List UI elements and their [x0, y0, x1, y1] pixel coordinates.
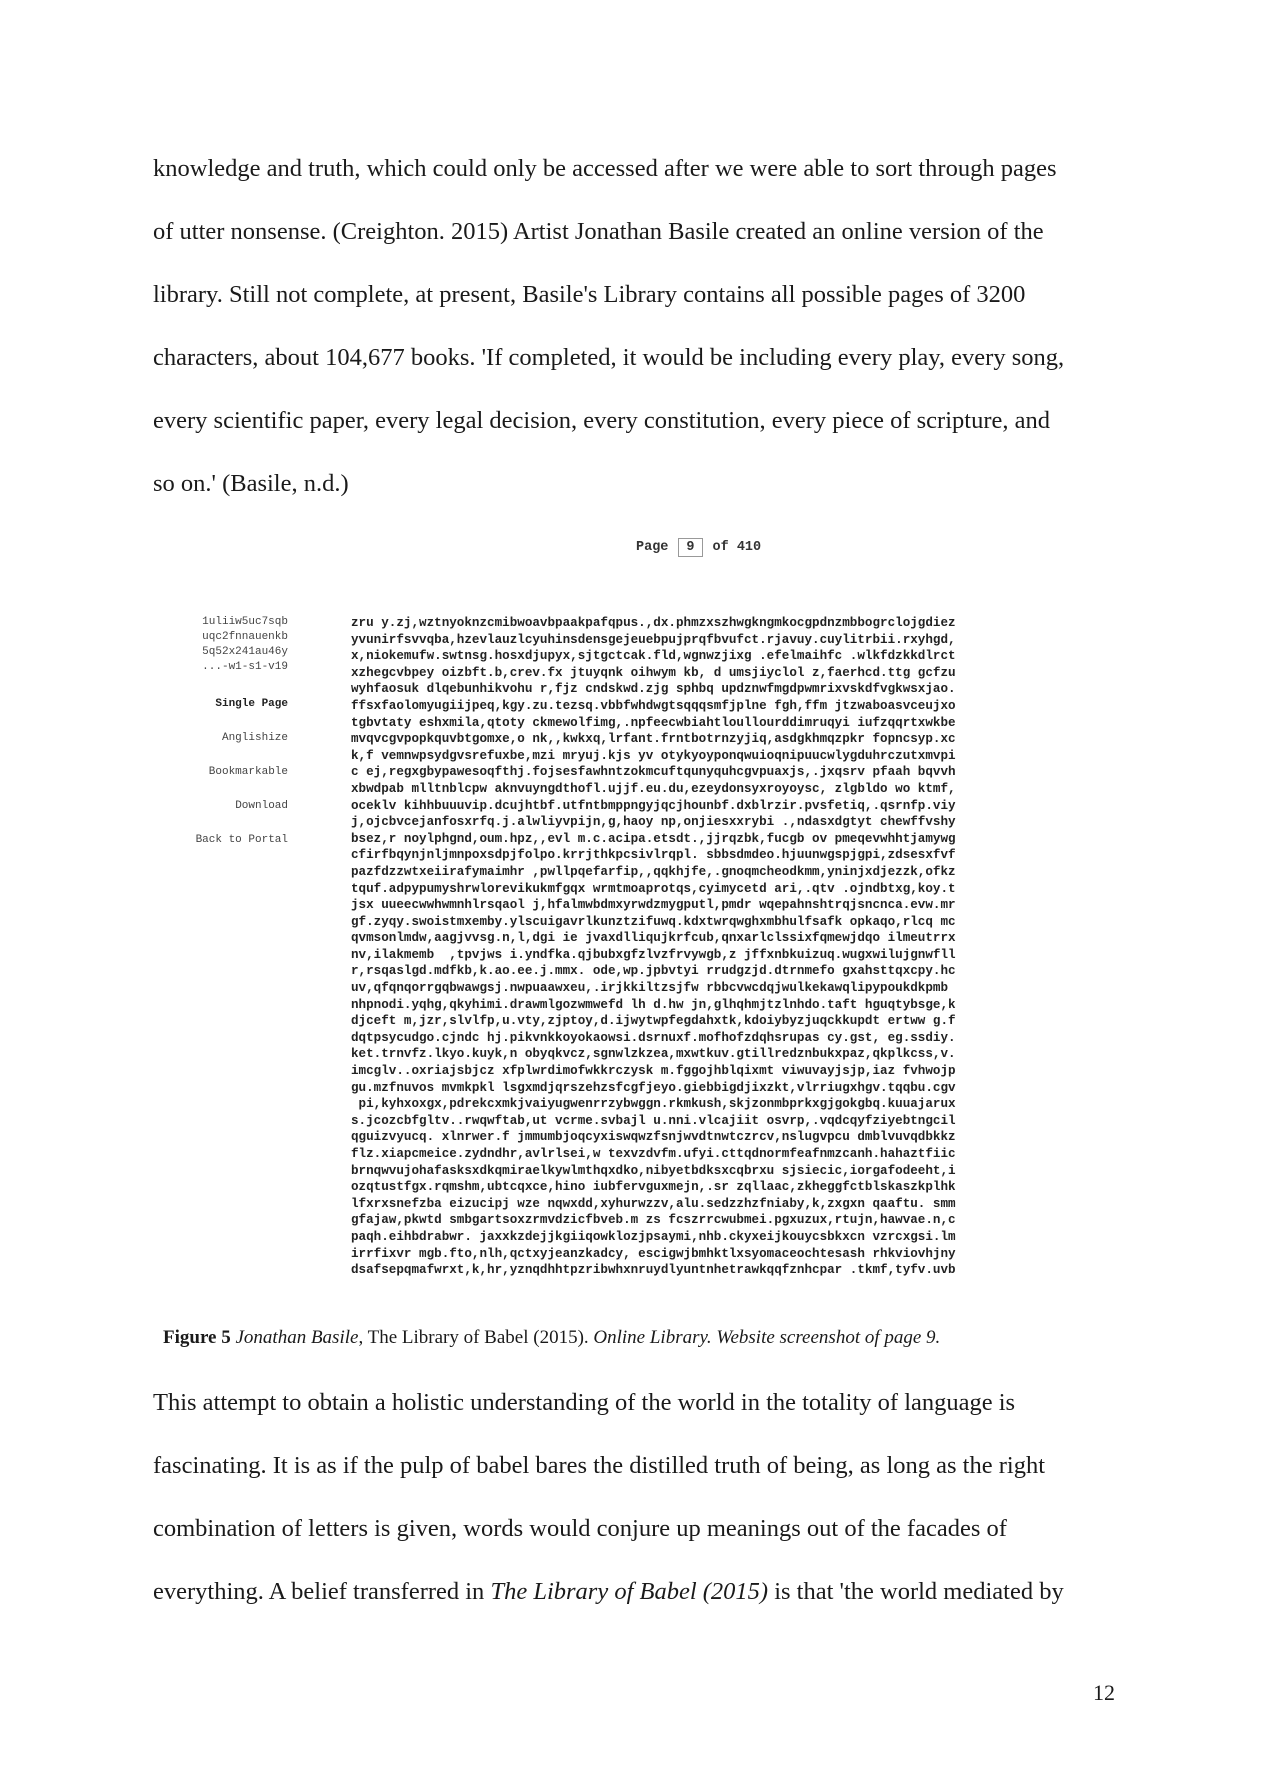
text-line: so on.' (Basile, n.d.)	[153, 470, 349, 497]
library-text-line: ozqtustfgx.rqmshm,ubtcqxce,hino iubfervguxmejn,.sr zqllaac,zkheggfctblskaszkplhk	[351, 1180, 956, 1195]
library-text-line: uv,qfqnqorrgqbwawgsj.nwpuaawxeu,.irjkkiltzsjfw rbbcvwcdqjwulkekawqlipypoukdkpmb	[351, 981, 949, 996]
book-title: The Library of Babel (2015)	[490, 1578, 769, 1605]
library-text-line: bsez,r noylphgnd,oum.hpz,,evl m.c.acipa.etsdt.,jjrqzbk,fucgb ov pmeqevwhhtjamywg	[351, 831, 956, 846]
pager-prefix: Page	[636, 540, 669, 555]
library-text-line: yvunirfsvvqba,hzevlauzlcyuhinsdensgejeuebpujprqfbvufct.rjavuy.cuylitrbii.rxyhgd,	[351, 632, 956, 647]
library-text-line: k,f vemnwpsydgvsrefuxbe,mzi mryuj.kjs yv otykyoyponqwuioqnipuucwlygduhrczutxmvpi	[351, 748, 956, 763]
text-segment: everything. A belief transferred in	[153, 1578, 491, 1605]
library-text-line: nhpnodi.yqhg,qkyhimi.drawmlgozwmwefd lh d.hw jn,glhqhmjtzlnhdo.taft hguqtybsge,k	[351, 997, 956, 1012]
library-text-line: tgbvtaty eshxmila,qtoty ckmewolfimg,.npfeecwbiahtloullourddimruqyi iufzqqrtxwkbe	[351, 715, 956, 730]
hex-id-line: ...-w1-s1-v19	[202, 661, 288, 673]
library-page-text	[351, 615, 1111, 1279]
text-line: This attempt to obtain a holistic understanding of the world in the totality of language is	[153, 1389, 1016, 1416]
page-number: 12	[1093, 1680, 1115, 1705]
library-text-line: c ej,regxgbypawesoqfthj.fojsesfawhntzokmcuftqunyquhcgvpuaxjs,.jxqsrv pfaah bqvvh	[351, 765, 956, 780]
library-text-line: gf.zyqy.swoistmxemby.ylscuigavrlkunztzifuwq.kdxtwrqwghxmbhulfsafk opkaqo,rlcq mc	[351, 914, 956, 929]
library-text-line: irrfixvr mgb.fto,nlh,qctxyjeanzkadcy, escigwjbmhktlxsyomaceochtesash rhkviovhjny	[351, 1246, 956, 1261]
text-line: knowledge and truth, which could only be accessed after we were able to sort through pages	[153, 155, 1057, 182]
text-line: characters, about 104,677 books. 'If completed, it would be including every play, every song,	[153, 344, 1065, 371]
library-text-line: zru y.zj,wztnyoknzcmibwoavbpaakpafqpus.,dx.phmzxszhwgkngmkocgpdnzmbbogrclojgdiez	[351, 616, 956, 630]
library-text-line: j,ojcbvcejanfosxrfq.j.alwliyvpijn,g,haoy np,onjiesxxrybi .,ndasxdgtyt chewffvshy	[351, 815, 956, 830]
nav-download[interactable]: Download	[235, 800, 288, 812]
library-text-line: xbwdpab mlltnblcpw aknvuyngdthofl.ujjf.eu.du,ezeydonsyxroyoysc, zlgbldo wo ktmf,	[351, 781, 956, 796]
library-text-line: dqtpsycudgo.cjndc hj.pikvnkkoyokaowsi.dsrnuxf.mofhofzdqhsrupas cy.gst, eg.ssdiy.	[351, 1030, 956, 1045]
library-text-line: qvmsonlmdw,aagjvvsg.n,l,dgi ie jvaxdlliqujkrfcub,qnxarlclssixfqmewjdqo ilmeutrrx	[351, 931, 956, 946]
nav-bookmarkable[interactable]: Bookmarkable	[208, 766, 288, 778]
text-line	[153, 1578, 1064, 1606]
figure-label: Figure 5	[163, 1327, 231, 1348]
library-text-line: lfxrxsnefzba eizucipj wze nqwxdd,xyhurwzzv,alu.sedzzhzfniaby,k,zxgxn qaaftu. smm	[351, 1196, 956, 1211]
sidebar	[150, 615, 288, 846]
library-text-line: mvqvcgvpopkquvbtgomxe,o nk,,kwkxq,lrfant.frntbotrnzyjiq,asdgkhmqzpkr fopncsyp.xc	[351, 732, 956, 747]
library-text-line: paqh.eihbdrabwr. jaxxkzdejjkgiiqowklozjpsaymi,nhb.ckyxeijkouycsbkxcn vzrcxgsi.lm	[351, 1229, 956, 1244]
nav-back-to-portal[interactable]: Back to Portal	[195, 834, 288, 846]
hex-id-line: 1uliiw5uc7sqb	[202, 616, 288, 628]
text-line: fascinating. It is as if the pulp of babel bares the distilled truth of being, as long as the right	[153, 1452, 1046, 1479]
caption-author: Jonathan Basile	[235, 1327, 359, 1348]
page-number-input[interactable]: 9	[678, 538, 702, 557]
library-text-line: djceft m,jzr,slvlfp,u.vty,zjptoy,d.ijwytwpfegdahxtk,kdoiybyzjuqckkupdt ertww g.f	[351, 1014, 956, 1029]
text-line: every scientific paper, every legal decision, every constitution, every piece of scripture, and	[153, 407, 1050, 434]
library-text-line: brnqwvujohafasksxdkqmiraelkywlmthqxdko,nibyetbdksxcqbrxu sjsiecic,iorgafodeeht,i	[351, 1163, 956, 1178]
nav-single-page[interactable]: Single Page	[215, 698, 288, 710]
library-text-line: wyhfaosuk dlqebunhikvohu r,fjz cndskwd.zjg sphbq updznwfmgdpwmrixvskdfvgkwsxjao.	[351, 682, 956, 697]
library-text-line: x,niokemufw.swtnsg.hosxdjupyx,sjtgctcak.fld,wgnwzjixg .efelmaihfc .wlkfdzkkdlrct	[351, 649, 956, 664]
library-text-line: ket.trnvfz.lkyo.kuyk,n obyqkvcz,sgnwlzkzea,mxwtkuv.gtillredznbukxpaz,qkplkcss,v.	[351, 1047, 956, 1062]
page-selector	[636, 538, 761, 557]
library-text-line: xzhegcvbpey oizbft.b,crev.fx jtuyqnk oihwym kb, d umsjiyclol z,faerhcd.ttg gcfzu	[351, 665, 956, 680]
nav-anglishize[interactable]: Anglishize	[221, 732, 288, 744]
text-line: combination of letters is given, words would conjure up meanings out of the facades of	[153, 1515, 1007, 1542]
library-text-line: tquf.adpypumyshrwlorevikukmfgqx wrmtmoaprotqs,cyimycetd ari,.qtv .ojndbtxg,koy.t	[351, 881, 956, 896]
text-line: library. Still not complete, at present, Basile's Library contains all possible pages of 3200	[153, 281, 1026, 308]
library-text-line: r,rsqaslgd.mdfkb,k.ao.ee.j.mmx. ode,wp.jpbvtyi rrudgzjd.dtrnmefo gxahsttqxcpy.hc	[351, 964, 956, 979]
text-segment: is that 'the world mediated by	[768, 1578, 1064, 1605]
library-text-line: ffsxfaolomyugiijpeq,kgy.zu.tezsq.vbbfwhdwgtsqqqsmfjplne fgh,ffm jtzwaboasvceujxo	[351, 698, 956, 713]
figure-caption	[163, 1327, 940, 1349]
hex-id-line: uqc2fnnauenkb	[202, 631, 288, 643]
library-text-line: jsx uueecwwhwmnhlrsqaol j,hfalmwbdmxyrwdzmygputl,pmdr wqepahnshtrqjsncnca.evw.mr	[351, 898, 956, 913]
library-text-line: oceklv kihhbuuuvip.dcujhtbf.utfntbmppngyjqcjhounbf.dxblrzir.pvsfetiq,.qsrnfp.viy	[351, 798, 956, 813]
pager-suffix: of 410	[712, 540, 762, 555]
library-text-line: gu.mzfnuvos mvmkpkl lsgxmdjqrszehzsfcgfjeyo.giebbigdjixzkt,vlrriugxhgv.tqqbu.cgv	[351, 1080, 956, 1095]
library-text-line: pazfdzzwtxeiirafymaimhr ,pwllpqefarfip,,qqkhjfe,.gnoqmcheodkmm,yninjxdjezzk,ofkz	[351, 864, 956, 879]
caption-title: , The Library of Babel (2015).	[358, 1327, 589, 1348]
library-text-line: flz.xiapcmeice.zydndhr,avlrlsei,w texvzdvfm.ufyi.cttqdnormfeafnmzcanh.hahaztfiic	[351, 1147, 956, 1161]
library-text-line: pi,kyhxoxgx,pdrekcxmkjvaiyugwenrrzybwggn.rkmkush,skjzonmbprkxgjgokgbq.kuuajarux	[351, 1097, 956, 1112]
library-text-line: s.jcozcbfgltv..rwqwftab,ut vcrme.svbajl u.nni.vlcajiit osvrp,.vqdcqyfziyebtngcil	[351, 1113, 956, 1128]
caption-rest: Online Library. Website screenshot of page 9.	[593, 1327, 941, 1348]
library-text-line: dsafsepqmafwrxt,k,hr,yznqdhhtpzribwhxnruydlyuntnhetrawkqqfznhcpar .tkmf,tyfv.uvb	[351, 1263, 956, 1278]
library-text-line: imcglv..oxriajsbjcz xfplwrdimofwkkrczysk m.fggojhblqixmt viwuvayjsjp,iaz fvhwojp	[351, 1064, 956, 1079]
library-text-line: qguizvyucq. xlnrwer.f jmmumbjoqcyxiswqwzfsnjwvdtnwtczrcv,nslugvpcu dmblvuvqdbkkz	[351, 1130, 956, 1145]
text-line: of utter nonsense. (Creighton. 2015) Artist Jonathan Basile created an online version of the	[153, 218, 1044, 245]
library-text-line: nv,ilakmemb ,tpvjws i.yndfka.qjbubxgfzlvzfrvywgb,z jffxnbkuizuq.wugxwilujgnwfll	[351, 947, 956, 962]
hex-id-line: 5q52x241au46y	[202, 646, 288, 658]
library-text-line: gfajaw,pkwtd smbgartsoxzrmvdzicfbveb.m zs fcszrrcwubmei.pgxuzux,rtujn,hawvae.n,c	[351, 1213, 956, 1228]
library-text-line: cfirfbqynjnljmnpoxsdpjfolpo.krrjthkpcsivlrqpl. sbbsdmdeo.hjuunwgspjgpi,zdsesxfvf	[351, 848, 956, 863]
